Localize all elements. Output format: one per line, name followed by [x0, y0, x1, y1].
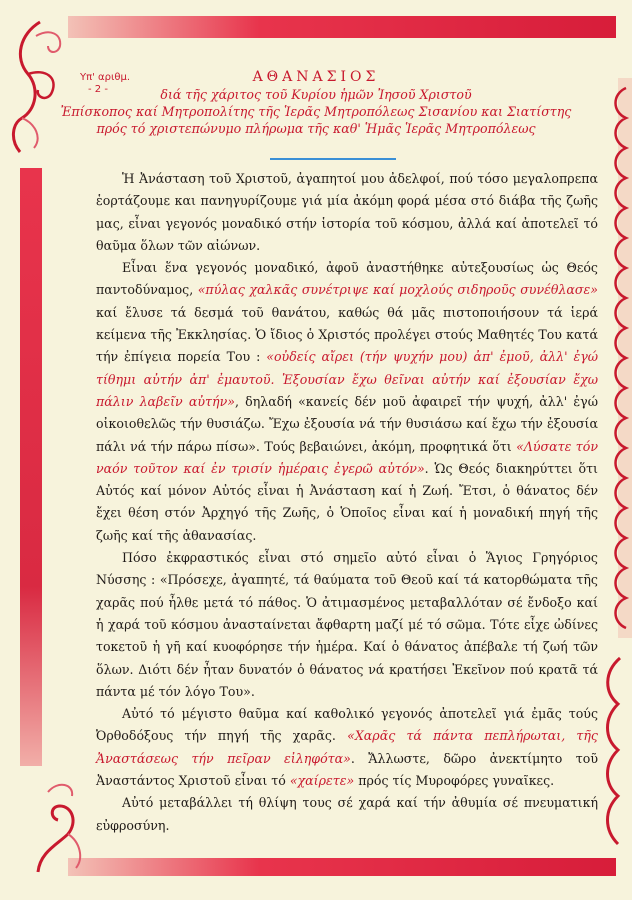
quote-gates-of-bronze: «πύλας χαλκᾶς συνέτριψε καί μοχλούς σιδηροῦς συνέθλασε» — [197, 282, 598, 298]
reference-label: Υπ' αριθμ. — [80, 72, 131, 83]
paragraph-4 — [96, 703, 598, 792]
top-border-bar — [68, 16, 616, 38]
paragraph-3: Πόσο ἐκφραστικός εἶναι στό σημεῖο αὐτό εἶναι ὁ Ἅγιος Γρηγόριος Νύσσης : «Πρόσεχε, ἀγαπητέ, τά θαύματα τοῦ Θεοῦ καί τά κατορθώματα τῆς χαρᾶς πού ἦλθε μετά τό πάθος. Ὁ ἀτιμασμένος μεταβαλλόταν σέ ἔνδοξο καί ἡ χαρά τοῦ κόσμου ἀνασταίνεται ἄφθαρτη μαζί μέ τό σῶμα. Τότε εἶχε ὠδίνες τοκετοῦ ἡ γῆ καί κυοφόρησε τήν ἡμέρα. Καί ὁ θάνατος ἀπέβαλε τή ζωή τῶν ὅλων. Διότι δέν ἦταν δυνατόν ὁ θάνατος νά κρατήσει Ἐκεῖνον πού κρατᾶ τά πάντα μέ τόν λόγο Του». — [96, 550, 598, 699]
letter-body — [96, 168, 598, 837]
paragraph-2 — [96, 257, 598, 547]
header-line-2: Ἐπίσκοπος καί Μητροπολίτης τῆς Ἱερᾶς Μητροπόλεως Σισανίου και Σιατίστης — [60, 104, 572, 119]
bottom-left-flourish-ornament — [28, 772, 88, 882]
paragraph-4-text-c: πρός τίς Μυροφόρες γυναῖκες. — [354, 773, 555, 789]
paragraph-2-text-d: . Ὡς Θεός διακηρύττει ὅτι Αὐτός καί μόνον Αὐτός εἶναι ἡ Ἀνάσταση καί ἡ Ζωή. Ἔτσι, ὁ θάνατος δέν ἔχει θέση στόν Ἀρχηγό τῆς Ζωῆς, ὁ Ὁποῖος εἶναι καί ἡ μοναδική πηγή τῆς ζωῆς καί τῆς ἀθανασίας. — [96, 460, 598, 543]
quote-rejoice: «χαίρετε» — [289, 773, 355, 789]
bottom-right-flourish-ornament — [598, 652, 626, 852]
quote-destroy-this-temple: «Λύσατε τόν ναόν τοῦτον καί ἐν τρισίν ἡμέραις ἐγερῶ αὐτόν» — [96, 438, 598, 476]
paragraph-4-text-b: . Ἄλλωστε, δῶρο ἀνεκτίμητο τοῦ Ἀναστάντος Χριστοῦ εἶναι τό — [96, 750, 599, 789]
bottom-border-bar — [68, 858, 616, 876]
quote-all-filled-with-joy: «Χαρᾶς τά πάντα πεπλήρωται, τῆς Ἀναστάσεως τήν πεῖραν εἰληφότα» — [96, 728, 598, 766]
bishop-name: ΑΘΑΝΑΣΙΟΣ — [252, 69, 380, 85]
paragraph-2-text-c: , δηλαδή «κανείς δέν μοῦ ἀφαιρεῖ τήν ψυχή, ἀλλ' ἐγώ οἰκοιοθελῶς τήν θυσιάζω. Ἔχω ἐξουσία νά τήν θυσιάσω καί ἔχω τήν ἐξουσία πάλι νά τήν πάρω πίσω». Τούς βεβαιώνει, ἀκόμη, προφητικά ὅτι — [96, 393, 598, 454]
paragraph-4-text-a: Αὐτό τό μέγιστο θαῦμα καί καθολικό γεγονός ἀποτελεῖ γιά ἐμᾶς τούς Ὀρθοδόξους τήν πηγή τῆς χαρᾶς. — [96, 706, 598, 744]
header-line-1: διά τῆς χάριτος τοῦ Κυρίου ἡμῶν Ἰησοῦ Χριστοῦ — [160, 87, 472, 102]
header-divider — [270, 158, 396, 160]
quote-no-one-takes-my-life: «οὐδείς αἴρει (τήν ψυχήν μου) ἀπ' ἐμοῦ, ἀλλ' ἐγώ τίθημι αὐτήν ἀπ' ἐμαυτοῦ. Ἐξουσίαν ἔχω θεῖναι αὐτήν καί ἐξουσίαν ἔχω πάλιν λαβεῖν αὐτήν» — [96, 349, 598, 409]
paragraph-2-text-b: καί ἔλυσε τά δεσμά τοῦ θανάτου, καθώς θά μᾶς πιστοποιήσουν τά ἱερά κείμενα τῆς Ἐκκλησίας. Ὁ ἴδιος ὁ Χριστός προλέγει στούς Μαθητές Του κατά τήν ἐπίγεια πορεία Του : — [96, 304, 598, 365]
letter-header — [0, 68, 632, 137]
right-scroll-border-ornament — [592, 78, 632, 638]
paragraph-5: Αὐτό μεταβάλλει τή θλίψη τους σέ χαρά καί τήν ἀθυμία σέ πνευματική εὐφροσύνη. — [96, 795, 598, 833]
paragraph-1: Ἡ Ἀνάσταση τοῦ Χριστοῦ, ἀγαπητοί μου ἀδελφοί, πού τόσο μεγαλοπρεπα ἑορτάζουμε και πανηγυρίζουμε γιά μία ἀκόμη φορά μέσα στό διάβα τῆς ζωῆς μας, εἶναι γεγονός μοναδικό στήν ἱστορία τοῦ κόσμου, ἀλλά καί ἀποτελεῖ τό θαῦμα ὅλων τῶν αἰώνων. — [96, 171, 598, 253]
header-line-3: πρός τό χριστεπώνυμο πλήρωμα τῆς καθ' Ἡμᾶς Ἱερᾶς Μητροπόλεως — [96, 121, 536, 136]
reference-value: - 2 - — [88, 84, 108, 95]
paragraph-2-text-a: Εἶναι ἕνα γεγονός μοναδικό, ἀφοῦ ἀναστήθηκε αὐτεξουσίως ὡς Θεός παντοδύναμος, — [96, 260, 598, 298]
left-border-bar — [20, 168, 42, 766]
